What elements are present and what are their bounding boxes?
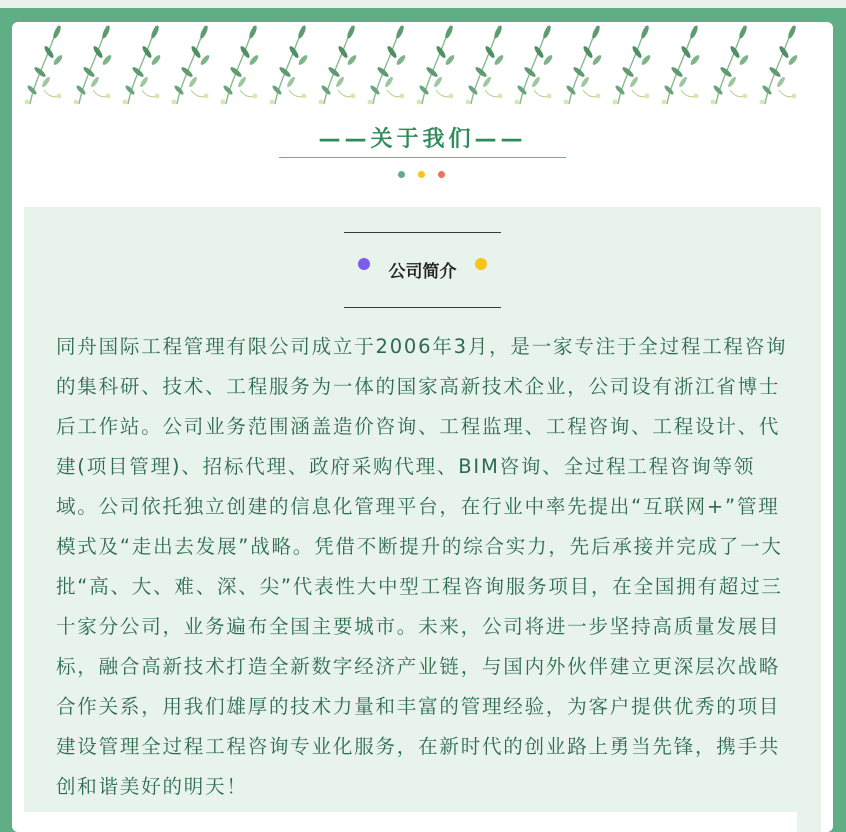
about-card: [12, 22, 833, 832]
page-title: ——关于我们——: [318, 127, 527, 152]
company-intro-text: 同舟国际工程管理有限公司成立于2006年3月，是一家专注于全过程工程咨询的集科研、技术、工程服务为一体的国家高新技术企业，公司设有浙江省博士后工作站。公司业务范围涵盖造价咨询、工程监理、工程咨询、工程设计、代建(项目管理)、招标代理、政府采购代理、BIM咨询、全过程工程咨询等领域。公司依托独立创建的信息化管理平台，在行业中率先提出“互联网+”管理模式及“走出去发展”战略。凭借不断提升的综合实力，先后承接并完成了一大批“高、大、难、深、尖”代表性大中型工程咨询服务项目，在全国拥有超过三十家分公司，业务遍布全国主要城市。未来，公司将进一步坚持高质量发展目标，融合高新技术打造全新数字经济产业链，与国内外伙伴建立更深层次战略合作关系，用我们雄厚的技术力量和丰富的管理经验，为客户提供优秀的项目建设管理全过程工程咨询专业化服务，在新时代的创业路上勇当先锋，携手共创和谐美好的明天！: [56, 335, 788, 798]
section-title: 公司简介: [388, 262, 457, 282]
next-block-edge: [24, 812, 797, 832]
yellow-dot: [418, 171, 425, 178]
top-strip: [0, 0, 846, 8]
title-underline: [279, 157, 566, 158]
green-dot: [398, 171, 405, 178]
section-bottom-rule: [344, 307, 501, 308]
orange-dot: [438, 171, 445, 178]
vine-decoration: [24, 22, 822, 110]
intro-section: [24, 207, 821, 832]
decorative-dots: [396, 171, 456, 181]
yellow-dot: [475, 258, 487, 270]
header: [12, 122, 833, 153]
section-top-rule: [344, 232, 501, 233]
